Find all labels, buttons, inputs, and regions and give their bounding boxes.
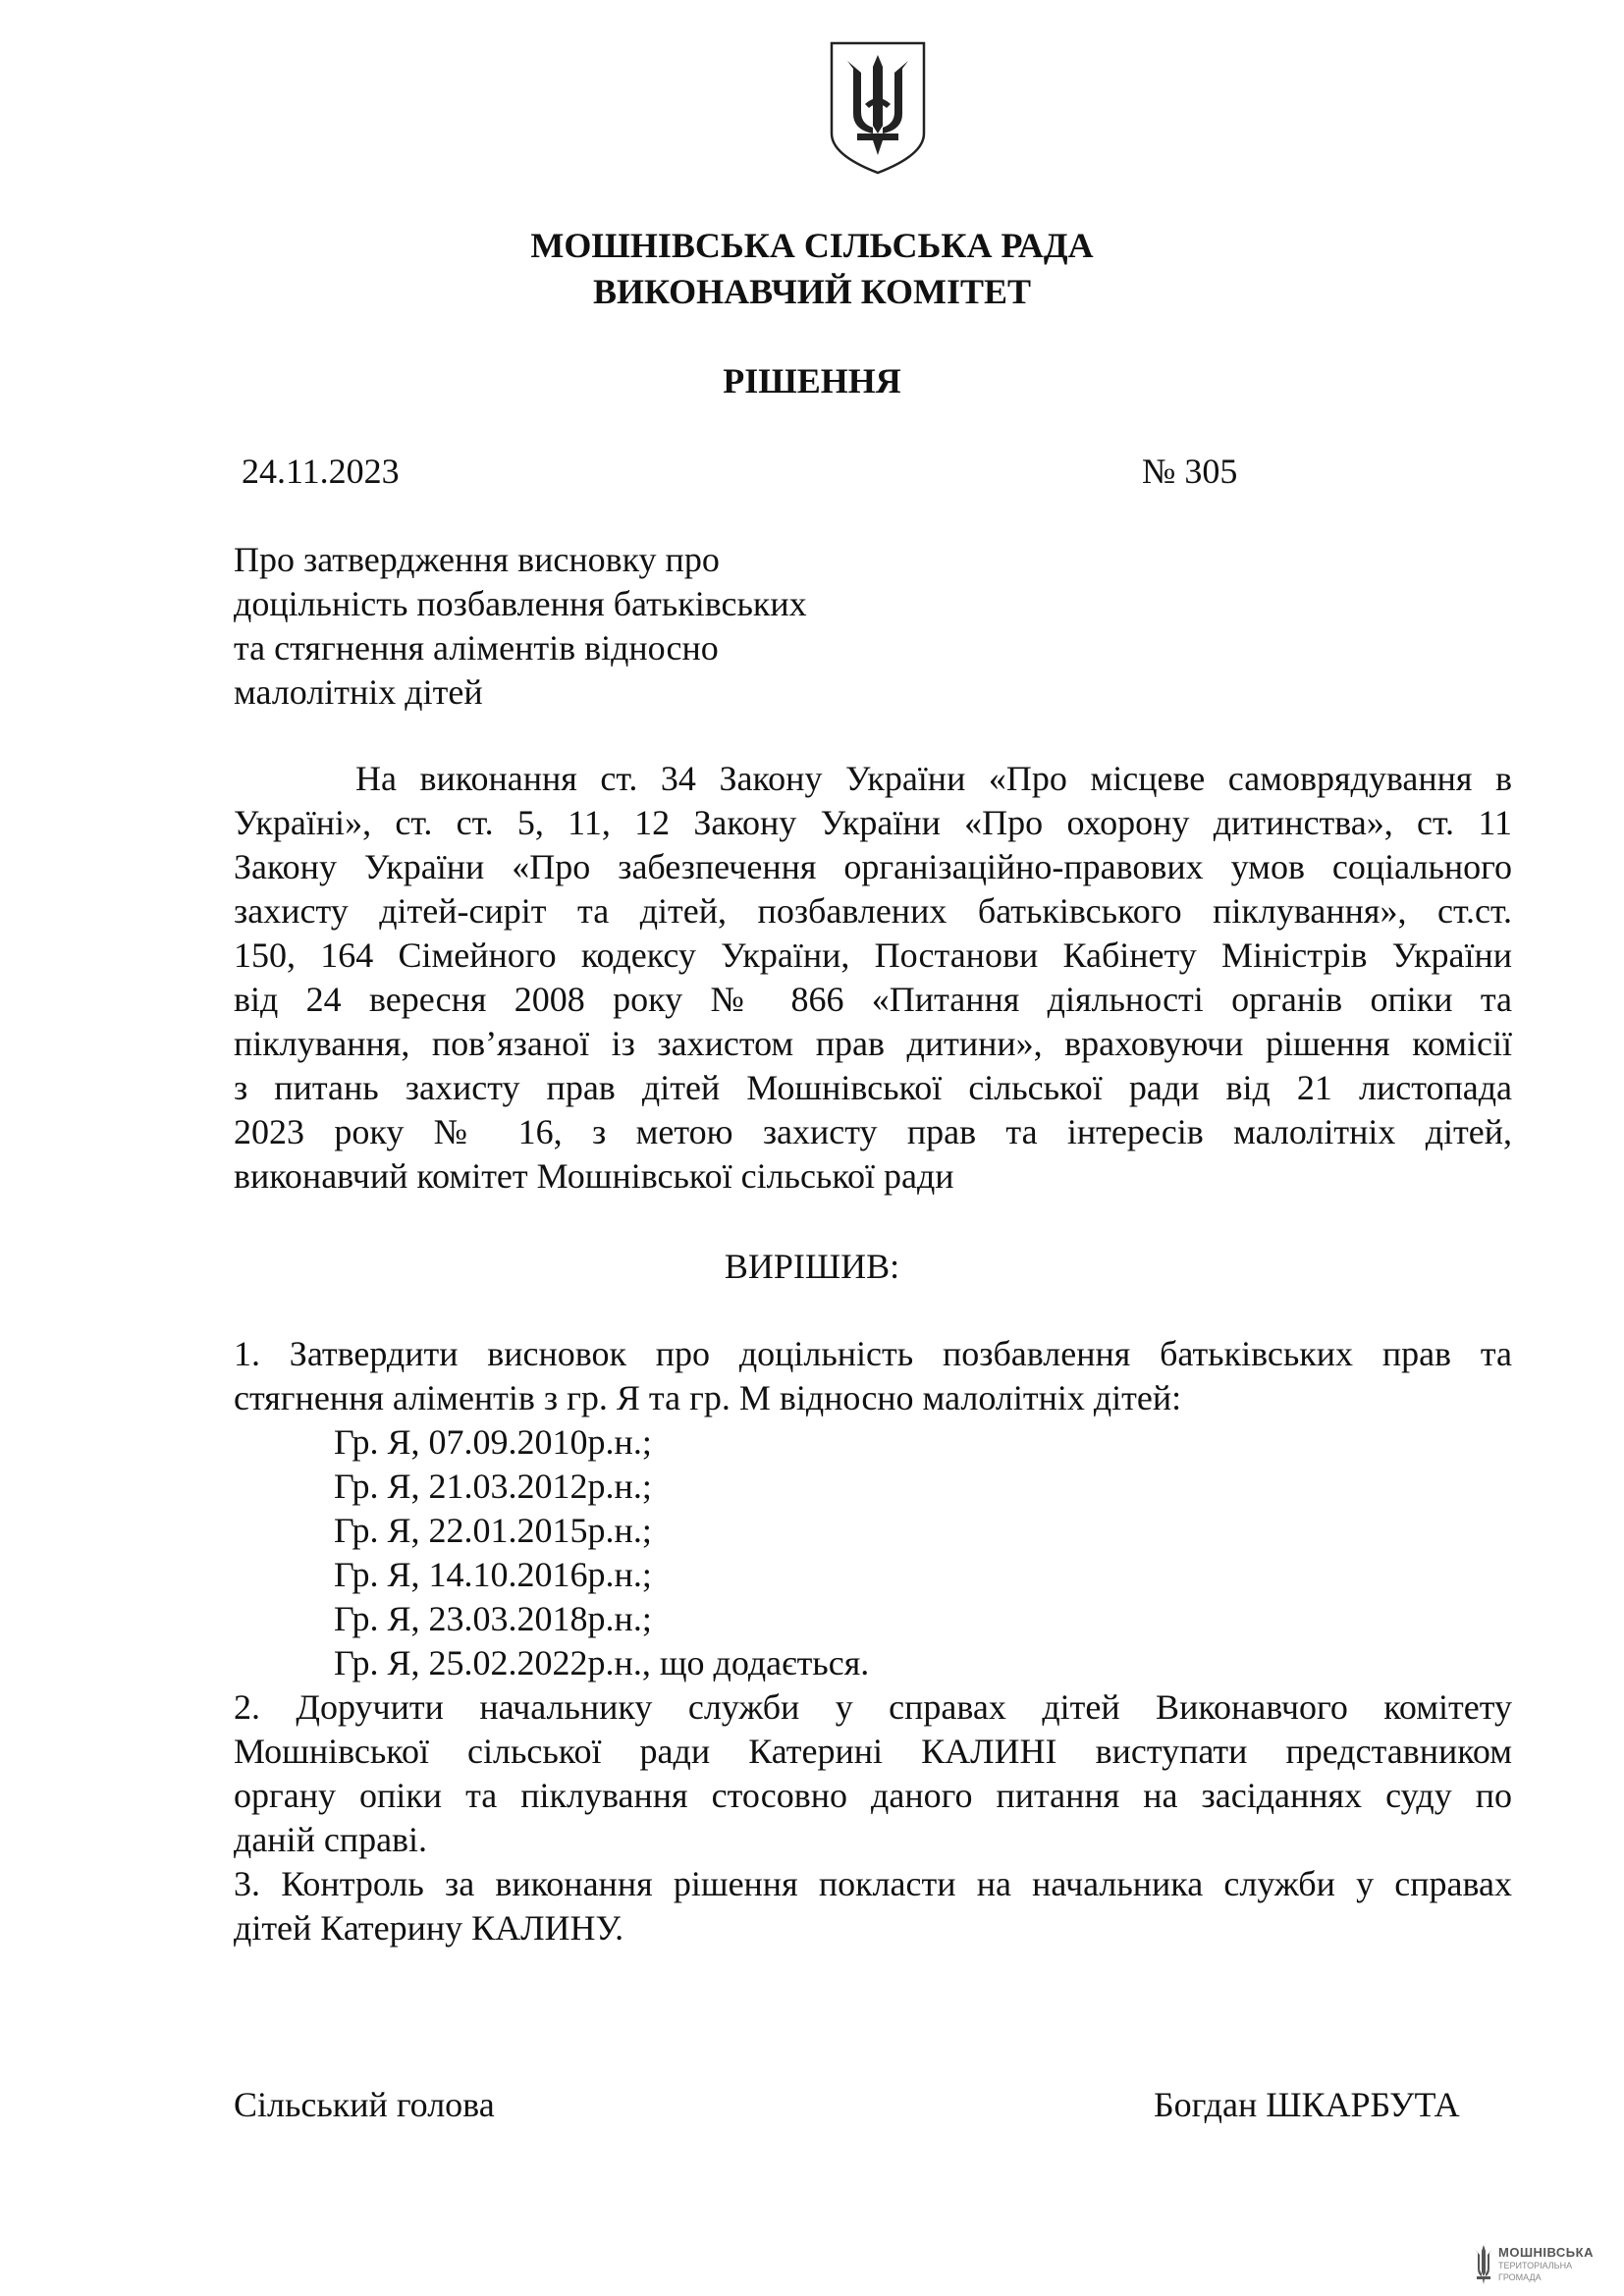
- committee-name: ВИКОНАВЧИЙ КОМІТЕТ: [592, 272, 1032, 311]
- watermark-line: ТЕРИТОРІАЛЬНА: [1498, 2261, 1573, 2270]
- resolved-heading: ВИРІШИВ:: [724, 1247, 900, 1286]
- child-entry: Гр. Я, 25.02.2022р.н., що додається.: [334, 1643, 870, 1682]
- item-line: 3. Контроль за виконання рішення покласти на начальника служби у справах: [234, 1864, 1512, 1903]
- subject-line: Про затвердження висновку про: [234, 540, 720, 579]
- preamble-line: виконавчий комітет Мошнівської сільської ради: [234, 1156, 954, 1196]
- signatory-position: Сільський голова: [234, 2085, 495, 2124]
- preamble-line: захисту дітей-сиріт та дітей, позбавлених батьківського піклування», ст.ст.: [234, 891, 1512, 931]
- org-name: МОШНІВСЬКА СІЛЬСЬКА РАДА: [530, 226, 1094, 265]
- item-line: Мошнівської сільської ради Катерині КАЛИНІ виступати представником: [234, 1732, 1512, 1771]
- item-line: органу опіки та піклування стосовно даного питання на засіданнях суду по: [234, 1776, 1512, 1815]
- child-entry: Гр. Я, 23.03.2018р.н.;: [334, 1599, 652, 1638]
- item-line: 1. Затвердити висновок про доцільність позбавлення батьківських прав та: [234, 1334, 1512, 1373]
- child-entry: Гр. Я, 22.01.2015р.н.;: [334, 1511, 652, 1550]
- preamble-line: з питань захисту прав дітей Мошнівської сільської ради від 21 листопада: [234, 1068, 1512, 1107]
- watermark-line: ГРОМАДА: [1498, 2272, 1542, 2282]
- document-number: № 305: [1142, 452, 1238, 491]
- child-entry: Гр. Я, 07.09.2010р.н.;: [334, 1422, 652, 1462]
- document-date: 24.11.2023: [242, 452, 400, 491]
- child-entry: Гр. Я, 21.03.2012р.н.;: [334, 1467, 652, 1506]
- preamble-line: На виконання ст. 34 Закону України «Про місцеве самоврядування в: [355, 759, 1512, 798]
- item-line: стягнення аліментів з гр. Я та гр. М відносно малолітніх дітей:: [234, 1378, 1182, 1417]
- signatory-name: Богдан ШКАРБУТА: [1154, 2085, 1460, 2124]
- preamble-line: 150, 164 Сімейного кодексу України, Постанови Кабінету Міністрів України: [234, 935, 1512, 975]
- preamble-line: від 24 вересня 2008 року № 866 «Питання діяльності органів опіки та: [234, 980, 1512, 1019]
- preamble-line: 2023 року № 16, з метою захисту прав та інтересів малолітніх дітей,: [234, 1112, 1512, 1151]
- preamble-line: піклування, пов’язаної із захистом прав дитини», враховуючи рішення комісії: [234, 1024, 1512, 1063]
- subject-line: та стягнення аліментів відносно: [234, 628, 719, 667]
- item-line: 2. Доручити начальнику служби у справах дітей Виконавчого комітету: [234, 1687, 1512, 1727]
- preamble-line: Закону України «Про забезпечення організаційно-правових умов соціального: [234, 847, 1512, 886]
- document-type: РІШЕННЯ: [723, 361, 901, 400]
- watermark-line: МОШНІВСЬКА: [1498, 2245, 1594, 2260]
- trident-icon: [1473, 2243, 1494, 2286]
- subject-line: доцільність позбавлення батьківських: [234, 584, 807, 623]
- item-line: даній справі.: [234, 1820, 428, 1859]
- preamble-line: Україні», ст. ст. 5, 11, 12 Закону України «Про охорону дитинства», ст. 11: [234, 803, 1512, 842]
- community-logo: [1473, 2241, 1620, 2290]
- coat-of-arms-icon: [828, 39, 928, 177]
- child-entry: Гр. Я, 14.10.2016р.н.;: [334, 1555, 652, 1594]
- item-line: дітей Катерину КАЛИНУ.: [234, 1908, 624, 1948]
- subject-line: малолітніх дітей: [234, 672, 483, 712]
